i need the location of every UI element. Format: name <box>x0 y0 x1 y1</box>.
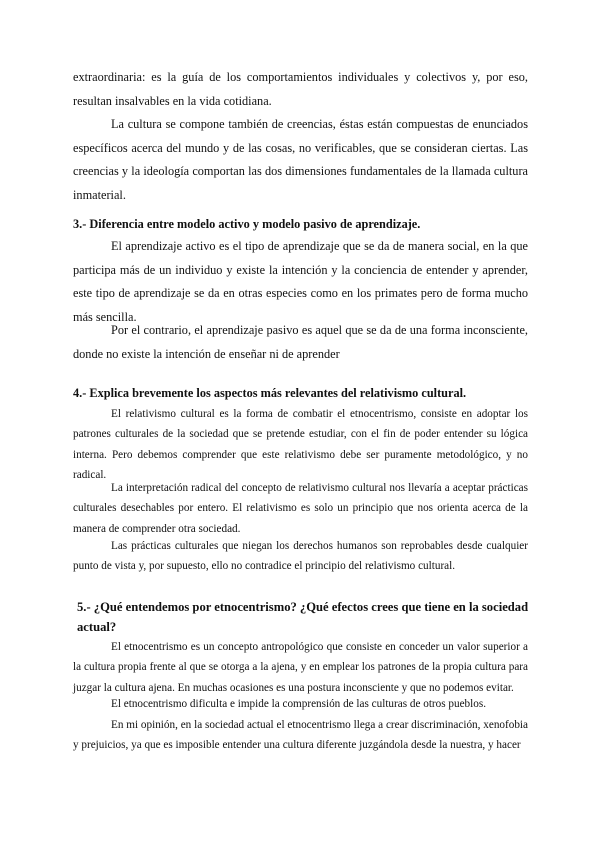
section-3-paragraph-1: El aprendizaje activo es el tipo de aprendizaje que se da de manera social, en la que participa más de un individuo y existe la intención y la conciencia de entender y aprender, este tipo de aprendizaje se da en otras especies como en los primates pero de forma mucho más sencilla. <box>73 239 528 324</box>
section-4-heading: 4.- Explica brevemente los aspectos más relevantes del relativismo cultural. <box>73 386 467 400</box>
section-3-paragraph-2: Por el contrario, el aprendizaje pasivo es aquel que se da de una forma inconsciente, donde no existe la intención de enseñar ni de aprender <box>73 323 528 361</box>
section-4-paragraph-2: La interpretación radical del concepto de relativismo cultural nos llevaría a aceptar prácticas culturales desechables por entero. El relativismo es solo un principio que nos orienta acerca de la manera de comprender otra sociedad. <box>73 482 528 535</box>
section-4-paragraph-3: Las prácticas culturales que niegan los derechos humanos son reprobables desde cualquier punto de vista y, por supuesto, ello no contradice el principio del relativismo cultural. <box>73 540 528 573</box>
section-5-paragraph-2: El etnocentrismo dificulta e impide la comprensión de las culturas de otros pueblos. <box>111 698 486 710</box>
section-3-heading: 3.- Diferencia entre modelo activo y modelo pasivo de aprendizaje. <box>73 217 421 231</box>
section-4-paragraph-1: El relativismo cultural es la forma de combatir el etnocentrismo, consiste en adoptar los patrones culturales de la sociedad que se pretende estudiar, con el fin de poder entender su lógica interna. Pero debemos comprender que este relativismo debe ser puramente metodológico, y no radical. <box>73 408 528 482</box>
section-5-paragraph-1: El etnocentrismo es un concepto antropológico que consiste en conceder un valor superior a la cultura propia frente al que se otorga a la ajena, y en emplear los patrones de la propia cultura para juzgar la cultura ajena. En muchas ocasiones es una postura inconsciente y que no podemos evitar. <box>73 641 528 694</box>
section-5-heading: 5.- ¿Qué entendemos por etnocentrismo? ¿Qué efectos crees que tiene en la sociedad actual? <box>77 600 529 634</box>
section-5-paragraph-3: En mi opinión, en la sociedad actual el etnocentrismo llega a crear discriminación, xenofobia y prejuicios, ya que es imposible entender una cultura diferente juzgándola desde la nuestra, y hacer <box>73 719 528 752</box>
intro-paragraph-1: extraordinaria: es la guía de los comportamientos individuales y colectivos y, por eso, resultan insalvables en la vida cotidiana. <box>73 70 528 108</box>
intro-paragraph-2: La cultura se compone también de creencias, éstas están compuestas de enunciados específicos acerca del mundo y de las cosas, no verificables, que se consideran ciertas. Las creencias y la ideología comportan las dos dimensiones fundamentales de la llamada cultura inmaterial. <box>73 117 528 202</box>
